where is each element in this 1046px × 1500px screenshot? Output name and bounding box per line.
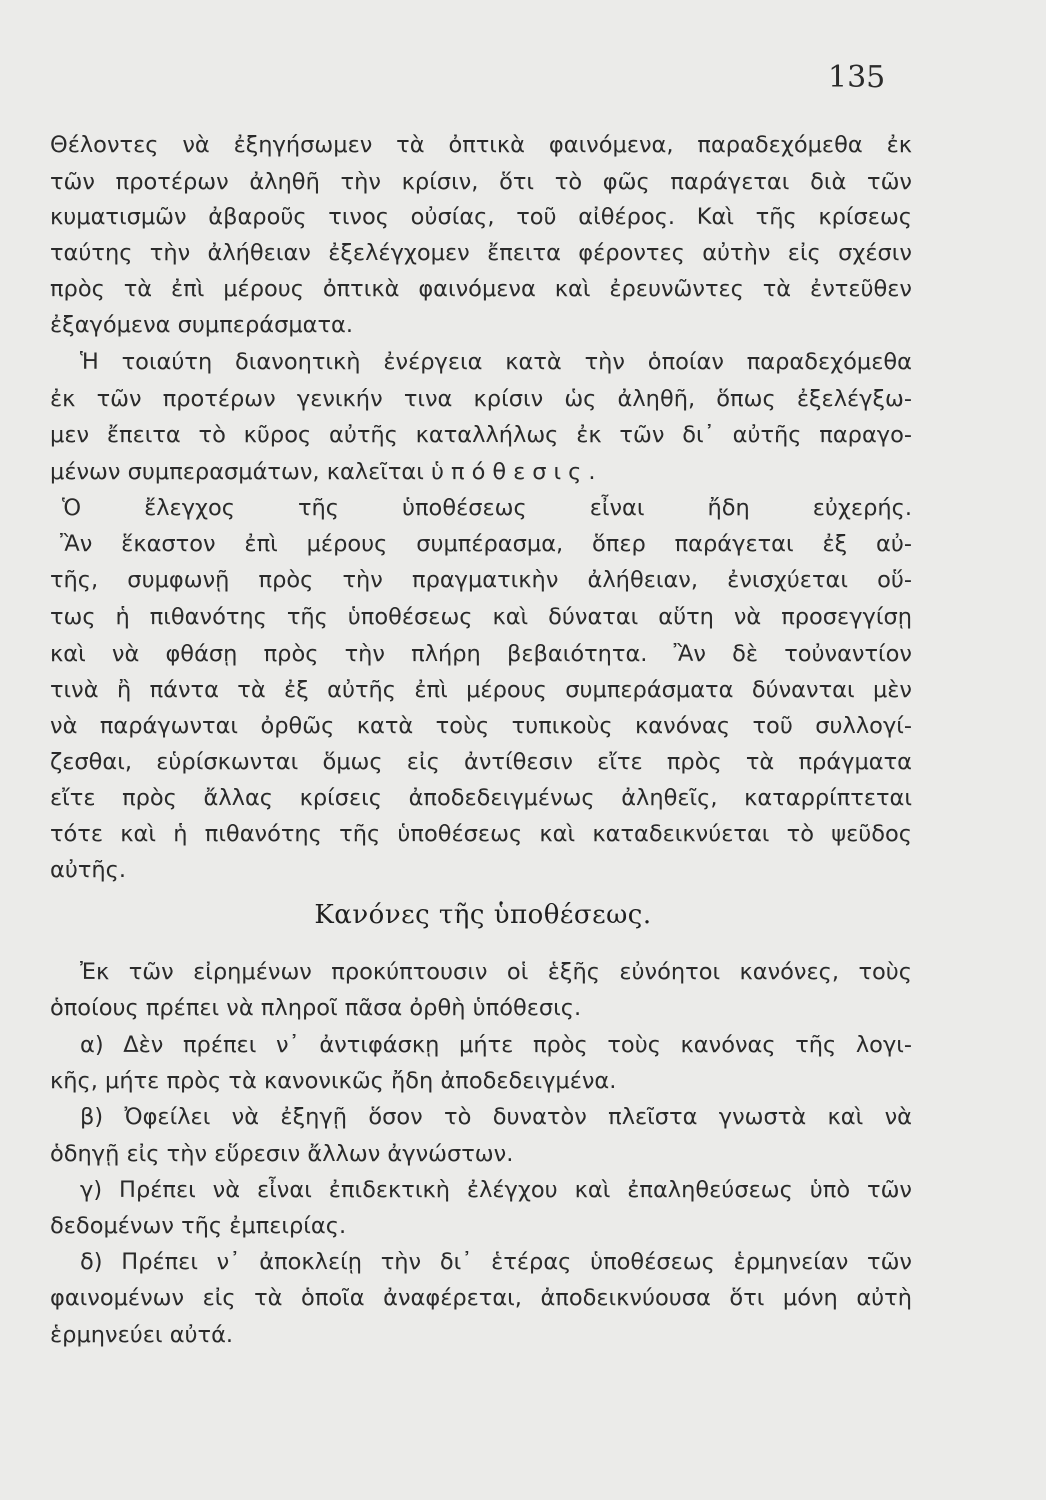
text-line: Θέλοντες νὰ ἐξηγήσωμεν τὰ ὀπτικὰ φαινόμενα, παραδεχόμεθα ἐκ [50, 132, 912, 158]
list-item-gamma: γ) Πρέπει νὰ εἶναι ἐπιδεκτικὴ ἐλέγχου καὶ ἐπαληθεύσεως ὑπὸ τῶν [80, 1177, 912, 1203]
text-line: τῆς, συμφωνῇ πρὸς τὴν πραγματικὴν ἀλήθειαν, ἐνισχύεται οὕ- [50, 567, 912, 593]
text-fragment: μένων συμπερασμάτων, καλεῖται [50, 459, 432, 485]
text-line [50, 455, 912, 489]
text-line: δεδομένων τῆς ἐμπειρίας. [50, 1213, 347, 1239]
text-line: ταύτης τὴν ἀλήθειαν ἐξελέγχομεν ἔπειτα φέροντες αὐτὴν εἰς σχέσιν [50, 240, 912, 266]
page-number: 135 [828, 60, 886, 95]
list-item-beta: β) Ὀφείλει νὰ ἐξηγῇ ὅσον τὸ δυνατὸν πλεῖστα γνωστὰ καὶ νὰ [80, 1104, 912, 1130]
text-line: τινὰ ἢ πάντα τὰ ἐξ αὐτῆς ἐπὶ μέρους συμπεράσματα δύνανται μὲν [50, 677, 912, 703]
text-line: νὰ παράγωνται ὀρθῶς κατὰ τοὺς τυπικοὺς κανόνας τοῦ συλλογί- [50, 713, 912, 739]
list-item-delta: δ) Πρέπει ν᾽ ἀποκλείῃ τὴν δι᾽ ἑτέρας ὑποθέσεως ἑρμηνείαν τῶν [80, 1249, 912, 1275]
list-item-alpha: α) Δὲν πρέπει ν᾽ ἀντιφάσκῃ μήτε πρὸς τοὺς κανόνας τῆς λογι- [80, 1032, 912, 1058]
text-line: ὁδηγῇ εἰς τὴν εὕρεσιν ἄλλων ἀγνώστων. [50, 1141, 514, 1167]
text-line: τῶν προτέρων ἀληθῆ τὴν κρίσιν, ὅτι τὸ φῶς παράγεται διὰ τῶν [50, 169, 912, 195]
text-line: μεν ἔπειτα τὸ κῦρος αὐτῆς καταλλήλως ἐκ τῶν δι᾽ αὐτῆς παραγο- [50, 422, 912, 448]
paragraph-start-line: Ἡ τοιαύτη διανοητικὴ ἐνέργεια κατὰ τὴν ὁποίαν παραδεχόμεθα [80, 349, 912, 375]
text-line: τότε καὶ ἡ πιθανότης τῆς ὑποθέσεως καὶ καταδεικνύεται τὸ ψεῦδος [50, 821, 912, 847]
text-line: ζεσθαι, εὑρίσκωνται ὅμως εἰς ἀντίθεσιν εἴτε πρὸς τὰ πράγματα [50, 749, 912, 775]
text-line: πρὸς τὰ ἐπὶ μέρους ὀπτικὰ φαινόμενα καὶ ἐρευνῶντες τὰ ἐντεῦθεν [50, 276, 912, 302]
text-line: τως ἡ πιθανότης τῆς ὑποθέσεως καὶ δύναται αὕτη νὰ προσεγγίσῃ [50, 604, 912, 630]
spaced-term: ὑπόθεσις. [431, 459, 603, 485]
text-line: κυματισμῶν ἀβαροῦς τινος οὐσίας, τοῦ αἰθέρος. Καὶ τῆς κρίσεως [50, 204, 912, 230]
text-line: ἐκ τῶν προτέρων γενικήν τινα κρίσιν ὡς ἀληθῆ, ὅπως ἐξελέγξω- [50, 386, 912, 412]
paragraph-start-line: Ἐκ τῶν εἰρημένων προκύπτουσιν οἱ ἑξῆς εὐνόητοι κανόνες, τοὺς [80, 959, 912, 985]
section-heading: Κανόνες τῆς ὑποθέσεως. [314, 900, 652, 930]
text-line: αὐτῆς. [50, 857, 127, 883]
text-line: εἴτε πρὸς ἄλλας κρίσεις ἀποδεδειγμένως ἀληθεῖς, καταρρίπτεται [50, 785, 912, 811]
text-line: φαινομένων εἰς τὰ ὁποῖα ἀναφέρεται, ἀποδεικνύουσα ὅτι μόνη αὐτὴ [50, 1285, 912, 1311]
paragraph-start-line: Ὁ ἔλεγχος τῆς ὑποθέσεως εἶναι ἤδη εὐχερής. [62, 495, 912, 521]
text-line: ὁποίους πρέπει νὰ πληροῖ πᾶσα ὀρθὴ ὑπόθεσις. [50, 995, 582, 1021]
paragraph-start-line: Ἂν ἕκαστον ἐπὶ μέρους συμπέρασμα, ὅπερ παράγεται ἐξ αὐ- [60, 531, 912, 557]
text-line: καὶ νὰ φθάσῃ πρὸς τὴν πλήρη βεβαιότητα. Ἂν δὲ τοὐναντίον [50, 641, 912, 667]
text-line: ἑρμηνεύει αὐτά. [50, 1322, 234, 1348]
text-line: ἐξαγόμενα συμπεράσματα. [50, 312, 354, 338]
text-line: κῆς, μήτε πρὸς τὰ κανονικῶς ἤδη ἀποδεδειγμένα. [50, 1068, 617, 1094]
